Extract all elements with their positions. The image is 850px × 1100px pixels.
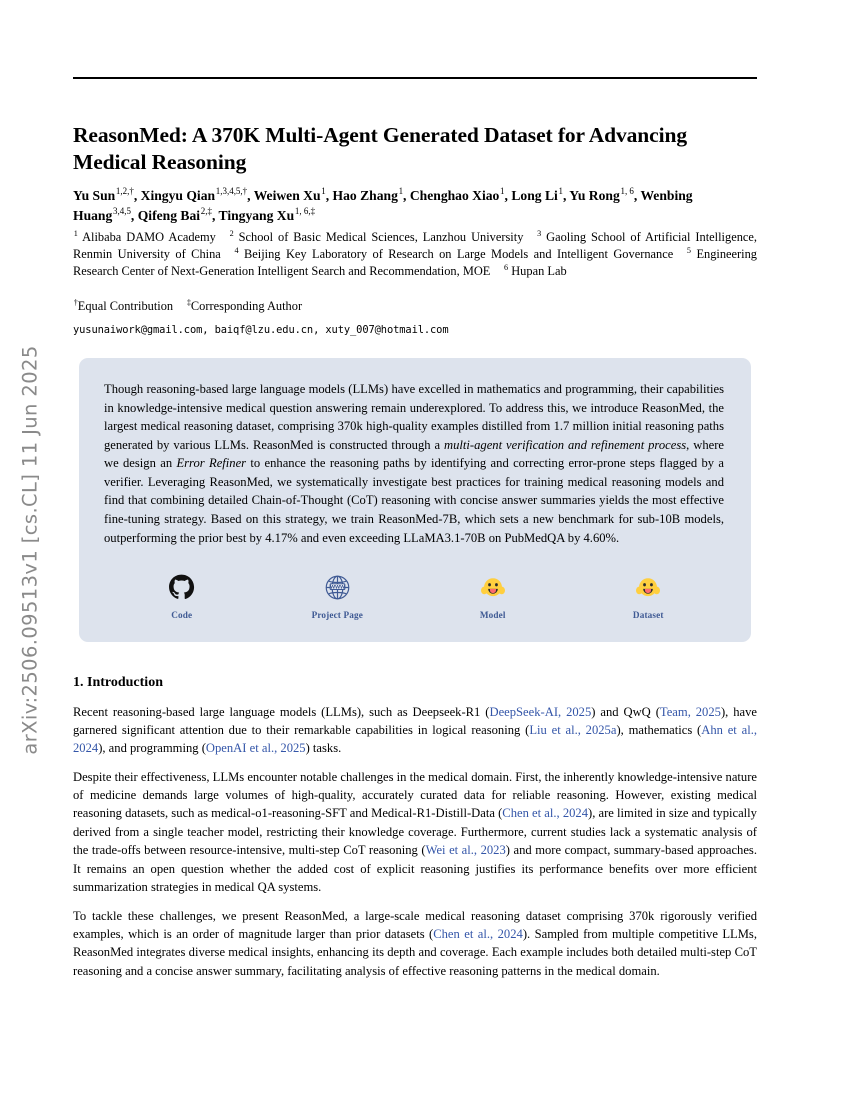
author-affiliation-marker: 1,2,† [115,186,134,197]
arxiv-stamp-text: arXiv:2506.09513v1 [cs.CL] 11 Jun 2025 [18,345,42,755]
huggingface-icon [480,572,506,603]
author-name: Long Li$^1$ [511,186,563,203]
author-name: Chenghao Xiao$^1$ [409,186,505,203]
note-marker: ‡ [186,297,191,307]
author-name: Xingyu Qian$^{1,3,4,5,\dagger}$ [140,186,248,203]
github-icon [168,572,195,603]
text-run: ), are limited in size and typically derived from a single teacher model, restricting their knowledge coverage. Furthermore, current studies lack a systematic analysis of the trade-offs between resource-intensive, multi-step CoT reasoning ( [73,806,757,858]
badge-label-project-page: Project Page [311,610,363,620]
badge-label-dataset: Dataset [632,610,664,620]
author-affiliation-marker: 1 [500,186,505,197]
badge-label-model: Model [479,610,506,620]
note-marker: † [73,297,78,307]
affiliation-marker: 4 [234,245,239,255]
abstract-part-2: , where we design an [104,437,725,471]
citation-link[interactable]: OpenAI et al., 2025 [205,741,306,756]
arxiv-stamp [0,0,60,1100]
text-run: ), and programming ( [98,741,206,756]
citation-link[interactable]: Chen et al., 2024 [433,927,523,942]
author-affiliation-marker: 3,4,5 [112,206,131,217]
abstract-text [104,380,724,547]
badge-link-project-page[interactable] [285,572,389,620]
resource-links-row [104,572,726,620]
text-run: ) and QwQ ( [591,704,660,719]
affiliation-item: $^1$ Alibaba DAMO Academy [73,228,216,244]
globe-www-icon [324,572,351,603]
text-run: ), have garnered significant attention due to their remarkable capabilities in logical reasoning ( [73,704,757,738]
author-affiliation-marker: 2,‡ [200,206,212,217]
text-run: ) tasks. [305,741,342,756]
abstract-part-3: to enhance the reasoning paths by identifying and correcting error-prone steps flagged by a verifier. Leveraging ReasonMed, we systematically investigate best practices for training medical reasoning models and find that combining detailed Chain-of-Thought (CoT) reasoning with concise answer summaries yields the most effective fine-tuning strategy. Based on this strategy, we train ReasonMed-7B, which sets a new benchmark for sub-10B models, outperforming the prior best by 4.17% and even exceeding LLaMA3.1-70B on PubMedQA by 4.60%. [104,456,724,545]
contact-emails: yusunaiwork@gmail.com, baiqf@lzu.edu.cn, xuty_007@hotmail.com [73,324,449,336]
text-run: Recent reasoning-based large language models (LLMs), such as Deepseek-R1 ( [73,704,490,719]
author-affiliation-marker: 1, 6,‡ [294,206,316,217]
citation-link[interactable]: Ahn et al., 2024 [73,723,757,756]
badge-link-model[interactable] [441,572,545,620]
page-title: ReasonMed: A 370K Multi-Agent Generated Dataset for Advancing Medical Reasoning [73,123,687,175]
citation-link[interactable]: Team, 2025 [659,704,721,719]
author-name: Yu Rong$^{1, 6}$ [569,186,634,203]
text-run: ). Sampled from multiple competitive LLMs, ReasonMed integrates diverse medical insights, enhancing its depth and coverage. Each example includes both detailed multi-step CoT reasoning and a concise answer summary, facilitating analysis of effective reasoning patterns in the medical domain. [73,927,757,978]
intro-paragraph-2 [73,768,757,897]
intro-paragraph-3 [73,907,757,981]
author-note: †Equal Contribution [73,297,174,313]
author-name: Hao Zhang$^1$ [332,186,404,203]
author-affiliation-marker: 1 [398,186,404,197]
badge-link-code[interactable] [130,572,234,620]
citation-link[interactable]: DeepSeek-AI, 2025 [489,704,592,719]
affiliation-list [73,229,757,280]
svg-text:WWW: WWW [329,585,345,591]
author-affiliation-marker: 1 [321,186,326,197]
author-affiliation-marker: 1 [558,186,563,197]
citation-link[interactable]: Wei et al., 2023 [425,843,506,858]
intro-paragraph-1 [73,703,757,758]
affiliation-item: $^3$ Gaoling School of Artificial Intelligence, Renmin University of China [73,228,757,261]
text-run: ) and more compact, summary-based approaches. It remains an open question whether the added cost of explicit reasoning justifies its performance benefits over more efficient summarization strategies in medical QA systems. [73,843,757,895]
affiliation-item: $^2$ School of Basic Medical Sciences, Lanzhou University [229,228,524,244]
text-run: ), mathematics ( [616,723,702,738]
badge-label-code: Code [171,610,193,620]
affiliation-item: $^4$ Beijing Key Laboratory of Research on Large Models and Intelligent Governance [234,245,674,261]
author-notes [73,298,757,315]
paper-page [73,0,757,1100]
author-list: Yu Sun$^{1,2,\dagger}$, Xingyu Qian$^{1,3,4,5,\dagger}$, Weiwen Xu$^1$, Hao Zhang$^1$, Chenghao Xiao$^1$, Long Li$^1$, Yu Rong$^{1, 6}$, Wenbing Huang$^{3,4,5}$, Qifeng Bai$^{2,\ddagger}$, Tingyang $Xu^{1, 6,\ddagger}$ [73,186,693,223]
abstract-part-1: Though reasoning-based large language models (LLMs) have excelled in mathematics and programming, their capabilities in knowledge-intensive medical question answering remain underexplored. To address this, we introduce ReasonMed, the largest medical reasoning dataset, comprising 370k high-quality examples distilled from 1.7 million initial reasoning paths generated by various LLMs. ReasonMed is constructed through a [104,382,724,452]
section-heading-introduction: 1. Introduction [73,674,163,690]
author-name: Wenbing Huang$^{3,4,5}$ [73,188,693,223]
author-affiliation-marker: 1,3,4,5,† [215,186,248,197]
text-run: To tackle these challenges, we present ReasonMed, a large-scale medical reasoning dataset comprising 370k rigorously verified examples, which is an order of magnitude larger than prior datasets ( [73,908,757,942]
author-name: Yu Sun$^{1,2,\dagger}$ [73,186,134,203]
badge-link-dataset[interactable] [596,572,700,620]
huggingface-icon [635,572,661,603]
affiliation-item: $^5$ Engineering Research Center of Next-Generation Intelligent Search and Recommendation, MOE [73,245,757,278]
author-name: Tingyang $Xu^{1, 6,\ddagger}$ [218,206,316,223]
citation-link[interactable]: Liu et al., 2025a [529,723,617,738]
affiliation-marker: 3 [537,228,542,238]
affiliation-marker: 2 [229,228,234,238]
affiliation-marker: 6 [504,262,509,272]
text-run: Despite their effectiveness, LLMs encounter notable challenges in the medical domain. First, the inherently knowledge-intensive nature of medicine demands large volumes of high-quality, accurately curated data for reliable reasoning. However, existing medical reasoning datasets, such as medical-o1-reasoning-SFT and Medical-R1-Distill-Data ( [73,769,757,821]
abstract-panel [79,358,751,642]
affiliation-item: $^6$ Hupan Lab [504,262,567,278]
author-note: ‡Corresponding Author [186,297,303,313]
abstract-italic-1: multi-agent verification and refinement process [444,437,687,452]
abstract-italic-2: Error Refiner [176,456,247,471]
author-name: Weiwen Xu$^1$ [253,186,326,203]
affiliation-marker: 5 [686,245,691,255]
affiliation-marker: 1 [73,228,78,238]
author-affiliation-marker: 1, 6 [620,186,634,197]
header-rule [73,77,757,79]
author-name: Qifeng Bai$^{2,\ddagger}$ [137,206,212,223]
citation-link[interactable]: Chen et al., 2024 [502,806,589,821]
